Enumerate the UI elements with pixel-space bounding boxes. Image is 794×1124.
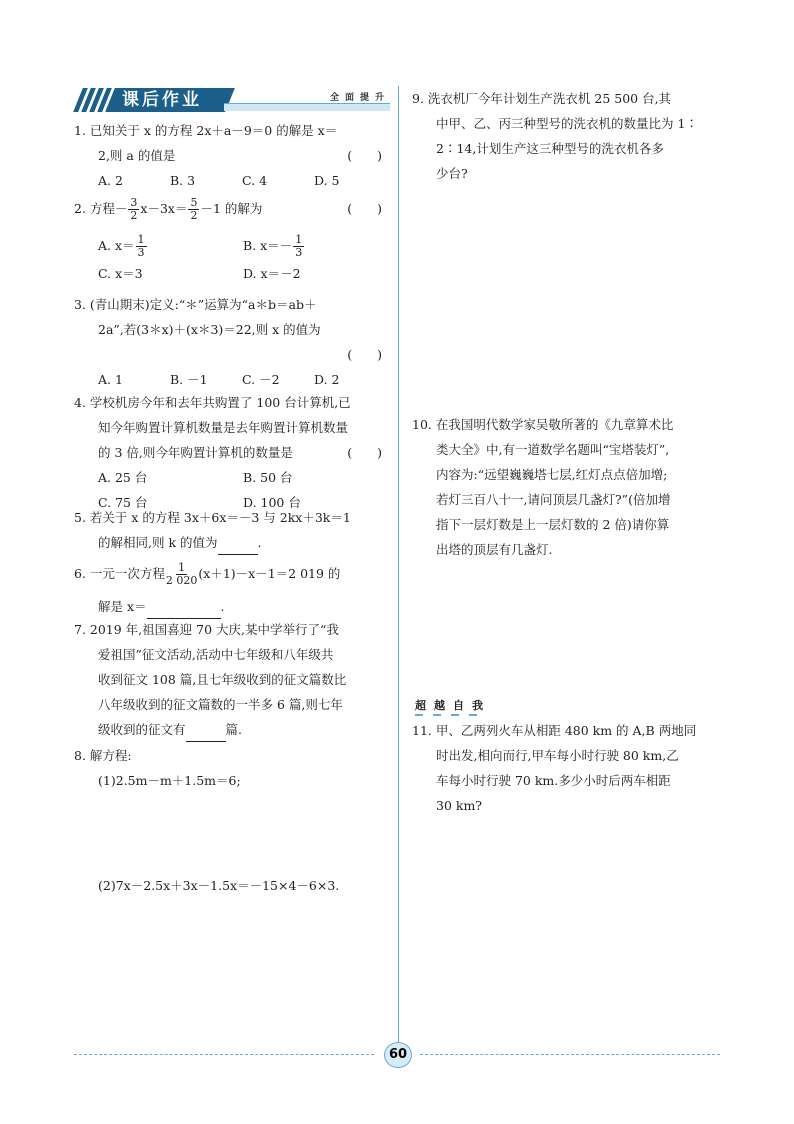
answer-paren: ( ) [347,347,382,362]
question-11 [412,718,726,818]
fraction: $\frac{5}{2}$ [190,196,198,222]
q11-line4: 30 km? [436,798,483,813]
option-b: B. 50 台 [243,470,293,485]
q4-line2: 知今年购置计算机数量是去年购置计算机数量 [98,420,349,435]
q9-line3: 2∶14,计划生产这三种型号的洗衣机各多 [436,141,664,156]
q10-line5: 指下一层灯数是上一层灯数的 2 倍)请你算 [436,517,670,532]
q7-line4: 八年级收到的征文篇数的一半多 6 篇,则七年 [98,697,343,712]
q2-pre: 2. 方程－ [74,201,128,216]
option-b: B. x＝－ $\frac{1}{3}$ [243,233,303,259]
q10-line6: 出塔的顶层有几盏灯. [436,542,553,557]
q7-line2: 爱祖国”征文活动,活动中七年级和八年级共 [98,647,334,662]
challenge-underline [415,714,477,717]
fraction: $\frac{3}{2}$ [130,196,138,222]
q7-tail: 篇. [225,722,242,737]
q6-line2: 解是 x＝ [98,599,147,614]
q10-line3: 内容为:“远望巍巍塔七层,红灯点点倍加增; [436,467,668,482]
q7-line5: 级收到的征文有 [98,722,186,737]
question-3 [74,292,390,392]
q6-post: (x＋1)－x－1＝2 019 的 [198,566,341,581]
q4-line3: 的 3 倍,则今年购置计算机的数量是 [98,445,293,460]
option-c: C. x＝3 [98,266,143,281]
q11-line2: 时出发,相向而行,甲车每小时行驶 80 km,乙 [436,748,679,763]
option-d: D. x＝－2 [243,266,301,281]
question-8 [74,743,390,793]
q10-line1: 10. 在我国明代数学家吴敬所著的《九章算术比 [412,417,674,432]
question-2 [74,195,390,286]
q10-line2: 类大全》中,有一道数学名题叫“宝塔装灯”, [436,442,670,457]
q8-line1: 8. 解方程: [74,748,132,763]
option-c: C. 4 [242,173,268,188]
q3-line1: 3. (青山期末)定义:“＊”运算为“a＊b＝ab＋ [74,297,317,312]
q5-line2: 的解相同,则 k 的值为 [98,535,218,550]
question-7 [74,617,390,742]
question-10 [412,412,726,562]
footer-line-left [74,1054,374,1055]
option-b: B. 3 [170,173,196,188]
answer-paren: ( ) [347,148,382,163]
q2-post: －1 的解为 [200,201,263,216]
q10-line4: 若灯三百八十一,请问顶层几盏灯?”(倍加增 [436,492,671,507]
option-d: D. 2 [314,372,340,387]
option-d: D. 5 [314,173,340,188]
q2-mid: x－3x＝ [140,201,188,216]
q3-line2: 2a”,若(3＊x)＋(x＊3)＝22,则 x 的值为 [98,322,321,337]
banner-line [224,103,390,111]
answer-blank[interactable] [218,540,258,555]
q7-line1: 7. 2019 年,祖国喜迎 70 大庆,某中学举行了“我 [74,622,339,637]
q9-line1: 9. 洗衣机厂今年计划生产洗衣机 25 500 台,其 [412,91,672,106]
question-6: 6. 一元一次方程 $\frac{1}{2 020}$ (x＋1)－x－1＝2 019 的 解是 x＝ . [74,560,390,619]
page-number: 60 [384,1042,412,1068]
q5-line1: 5. 若关于 x 的方程 3x＋6x＝－3 与 2kx＋3k＝1 [74,510,351,525]
q1-line2: 2,则 a 的值是 [98,148,176,163]
q6-pre: 6. 一元一次方程 [74,566,165,581]
column-divider [398,86,399,1046]
q8-sub1: (1)2.5m－m＋1.5m＝6; [98,773,241,788]
section-banner [74,86,394,116]
challenge-heading [415,697,491,717]
question-8-part2 [98,873,398,898]
answer-paren: ( ) [347,445,382,460]
option-a: A. 25 台 [98,470,148,485]
fraction: $\frac{1}{2 020}$ [165,561,198,587]
option-a: A. 2 [98,173,123,188]
answer-blank[interactable] [186,727,226,742]
q11-line1: 11. 甲、乙两列火车从相距 480 km 的 A,B 两地同 [412,723,697,738]
question-1 [74,118,390,193]
q4-line1: 4. 学校机房今年和去年共购置了 100 台计算机,已 [74,395,351,410]
option-a: A. 1 [98,372,123,387]
section-title: 课后作业 [122,90,202,110]
q11-line3: 车每小时行驶 70 km.多少小时后两车相距 [436,773,671,788]
footer-line-right [420,1054,720,1055]
answer-paren: ( ) [347,201,382,216]
challenge-title: 超越自我 [415,699,491,712]
option-a: A. x＝ $\frac{1}{3}$ [98,233,145,259]
q1-line1: 1. 已知关于 x 的方程 2x＋a－9＝0 的解是 x＝ [74,123,338,138]
q7-line3: 收到征文 108 篇,且七年级收到的征文篇数比 [98,672,347,687]
option-d: D. 100 台 [243,495,301,510]
question-9 [412,86,722,186]
section-subtitle: 全面提升 [329,93,390,103]
question-4 [74,390,390,515]
q8-sub2: (2)7x－2.5x＋3x－1.5x＝－15×4－6×3. [98,878,340,893]
option-c: C. 75 台 [98,495,148,510]
question-5: 5. 若关于 x 的方程 3x＋6x＝－3 与 2kx＋3k＝1 的解相同,则 k 的值为 . [74,505,390,555]
option-b: B. －1 [170,372,208,387]
option-c: C. －2 [242,372,280,387]
q9-line2: 中甲、乙、丙三种型号的洗衣机的数量比为 1∶ [436,116,698,131]
q9-line4: 少台? [436,166,468,181]
